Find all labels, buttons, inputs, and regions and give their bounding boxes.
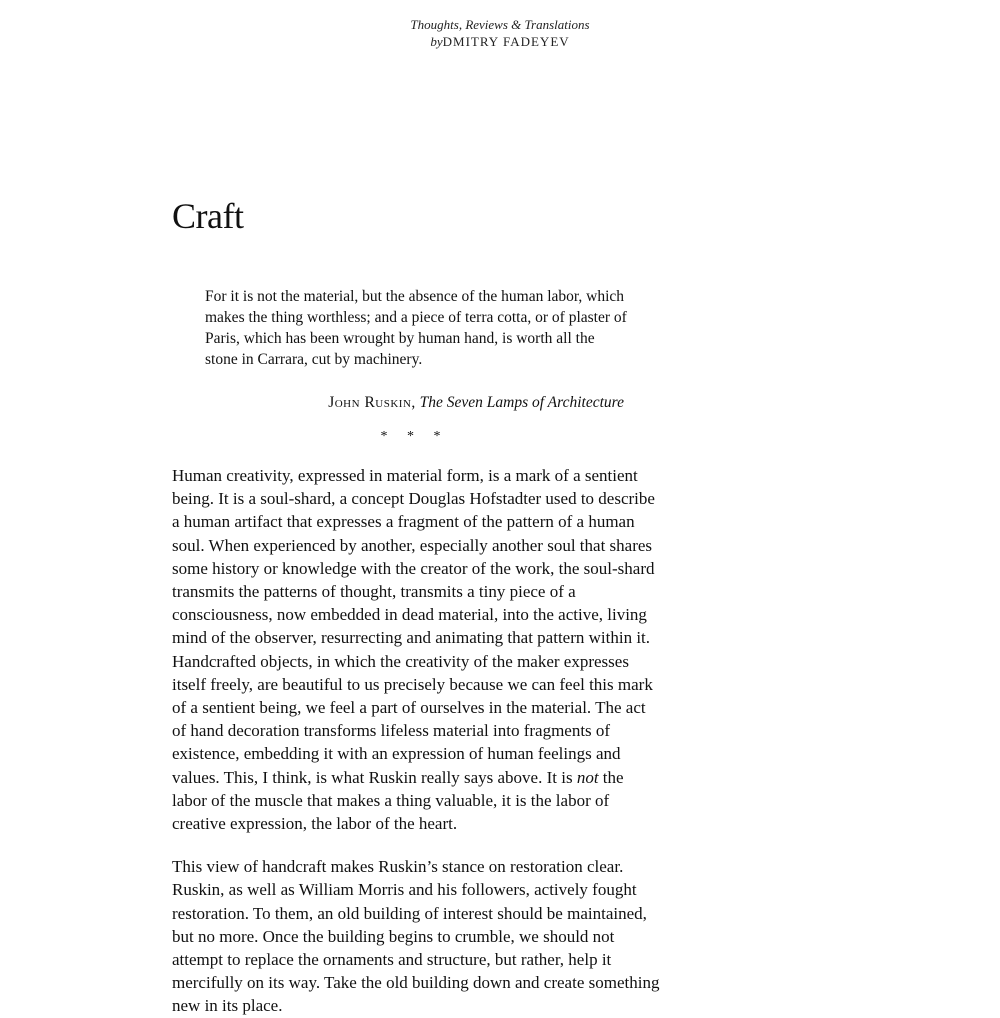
emphasis-text: not [576, 767, 599, 787]
site-tagline[interactable]: Thoughts, Reviews & Translations [410, 17, 590, 32]
paragraph-text: the labor of the muscle that makes a thing valuable, it is the labor of creative expression, the labor of the heart. [172, 767, 624, 834]
epigraph-quote: For it is not the material, but the absence of the human labor, which makes the thing worthless; and a piece of terra cotta, or of plaster of Paris, which has been wrought by human hand, is worth all the stone in Carrara, cut by machinery. [205, 288, 627, 368]
epigraph-attribution [172, 393, 624, 413]
site-header [0, 16, 1000, 52]
page-title: Craft [172, 196, 244, 236]
body-paragraph [172, 464, 662, 835]
site-byline[interactable] [0, 33, 1000, 52]
section-break: * * * [380, 429, 449, 444]
site-author[interactable]: DMITRY FADEYEV [442, 34, 570, 49]
epigraph-work-title: The Seven Lamps of Architecture [419, 394, 624, 411]
article [172, 192, 662, 1018]
byline-prefix: by [430, 34, 443, 49]
body-paragraph: This view of handcraft makes Ruskin’s stance on restoration clear. Ruskin, as well as William Morris and his followers, actively fought restoration. To them, an old building of interest should be maintained, but no more. Once the building begins to crumble, we should not attempt to replace the ornaments and structure, but rather, help it mercifully on its way. Take the old building down and create something new in its place. [172, 857, 660, 1016]
paragraph-text: Human creativity, expressed in material form, is a mark of a sentient being. It is a soul-shard, a concept Douglas Hofstadter used to describe a human artifact that expresses a fragment of the pattern of a human soul. When experienced by another, especially another soul that shares some history or knowledge with the creator of the work, the soul-shard transmits the patterns of thought, transmits a tiny piece of a consciousness, now embedded in dead material, into the active, living mind of the observer, resurrecting and animating that pattern within it. Handcrafted objects, in which the creativity of the maker expresses itself freely, are beautiful to us precisely because we can feel this mark of a sentient being, we feel a part of ourselves in the material. The act of hand decoration transforms lifeless material into fragments of existence, embedding it with an expression of human feelings and values. This, I think, is what Ruskin really says above. It is [172, 466, 655, 787]
epigraph-author: John Ruskin, [328, 394, 416, 411]
